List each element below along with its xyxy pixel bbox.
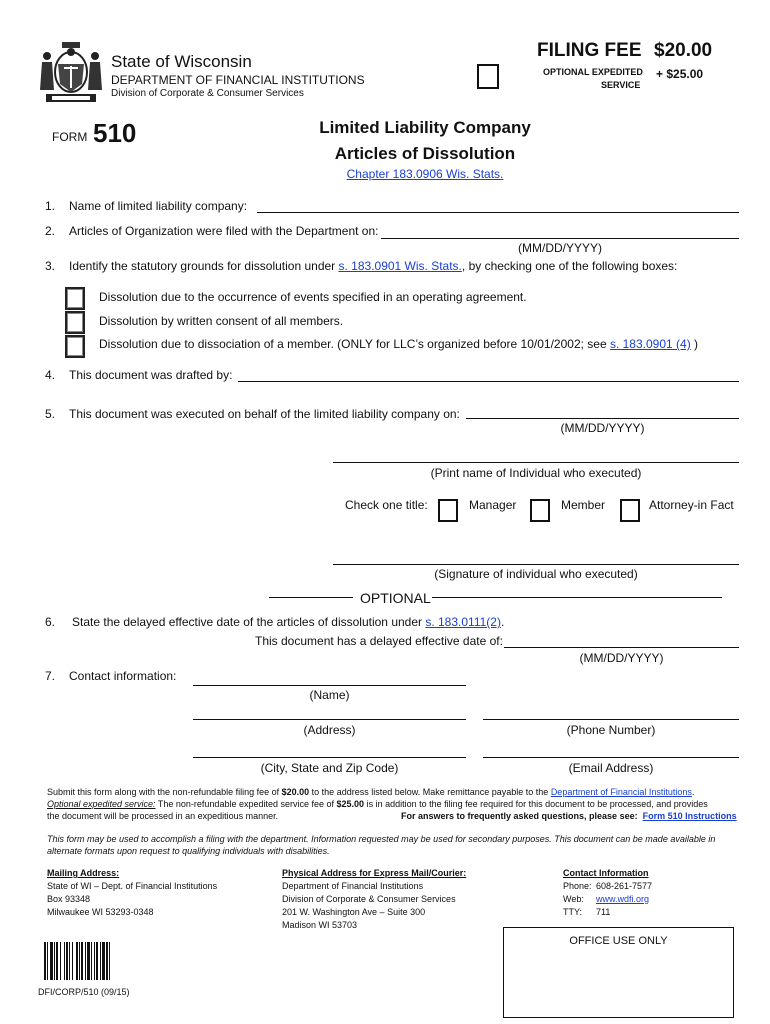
date-format-hint-5: (MM/DD/YYYY) (560, 421, 645, 435)
item-3-text (69, 259, 677, 273)
item-7-number: 7. (45, 669, 56, 683)
item-5-number: 5. (45, 407, 56, 421)
chapter-link[interactable]: Chapter 183.0906 Wis. Stats. (346, 167, 504, 181)
form-label: FORM (52, 130, 88, 144)
dfi-link[interactable]: Department of Financial Institutions (550, 787, 692, 797)
mailing-line-1: State of WI – Dept. of Financial Institutions (47, 881, 218, 891)
phone-value: 608-261-7577 (596, 881, 653, 891)
execution-date-field[interactable] (466, 418, 739, 419)
submit-fee: $20.00 (281, 787, 310, 797)
contact-name-field[interactable] (193, 685, 466, 686)
web-key: Web: (563, 894, 584, 904)
attorney-in-fact-label: Attorney-in Fact (649, 498, 734, 512)
expedited-fee: $25.00 (336, 799, 365, 809)
item-6-text (72, 615, 504, 629)
optional-divider-right (432, 597, 722, 598)
notice-text: This form may be used to accomplish a filing with the department. Information requested may be used for secondary purposes. This document can be made available in (47, 834, 716, 844)
dissolution-option-3-end: ) (690, 337, 699, 351)
signature-field[interactable] (333, 564, 739, 565)
attorney-in-fact-checkbox[interactable] (620, 499, 640, 522)
notice-text-2: alternate formats upon request to qualifying individuals with disabilities. (47, 846, 330, 856)
contact-address-label: (Address) (303, 723, 356, 737)
form-title: Limited Liability Company (319, 118, 531, 137)
office-use-label: OFFICE USE ONLY (569, 935, 668, 947)
dissolution-option-3-text (99, 337, 698, 351)
print-name-label: (Print name of Individual who executed) (430, 466, 642, 480)
dissolution-option-1-checkbox[interactable] (65, 287, 85, 310)
form-subtitle: Articles of Dissolution (334, 144, 516, 163)
state-name: State of Wisconsin (111, 52, 252, 71)
mailing-line-3: Milwaukee WI 53293-0348 (47, 907, 154, 917)
physical-line-3: 201 W. Washington Ave – Suite 300 (282, 907, 426, 917)
print-name-field[interactable] (333, 462, 739, 463)
item-6-end: . (500, 615, 505, 629)
llc-name-field[interactable] (257, 212, 739, 213)
contact-email-label: (Email Address) (568, 761, 654, 775)
delayed-date-field[interactable] (504, 647, 739, 648)
drafted-by-field[interactable] (238, 381, 739, 382)
item-1-label: Name of limited liability company: (69, 199, 248, 213)
submit-text: Submit this form along with the non-refundable filing fee of (47, 787, 282, 797)
submit-text-end: . (691, 787, 695, 797)
mailing-address-heading: Mailing Address: (47, 868, 120, 878)
optional-divider-left (269, 597, 353, 598)
item-5-label: This document was executed on behalf of the limited liability company on: (69, 407, 460, 421)
item-3-label: Identify the statutory grounds for dissolution under (69, 259, 339, 273)
contact-email-field[interactable] (483, 757, 739, 758)
submit-instructions (47, 787, 694, 797)
contact-city-field[interactable] (193, 757, 466, 758)
contact-phone-field[interactable] (483, 719, 739, 720)
statute-0111-link[interactable]: s. 183.0111(2) (425, 615, 501, 629)
faq-text (401, 811, 737, 821)
physical-line-1: Department of Financial Institutions (282, 881, 424, 891)
contact-city-label: (City, State and Zip Code) (260, 761, 399, 775)
item-2-label: Articles of Organization were filed with the Department on: (69, 224, 379, 238)
physical-address-heading: Physical Address for Express Mail/Courier: (282, 868, 467, 878)
signature-label: (Signature of individual who executed) (434, 567, 638, 581)
expedited-instructions-2: the document will be processed in an expeditious manner. (47, 811, 279, 821)
division-name: Division of Corporate & Consumer Services (111, 88, 304, 99)
expedited-service-heading: Optional expedited service: (47, 799, 156, 809)
form-number: 510 (93, 118, 137, 148)
item-4-number: 4. (45, 368, 56, 382)
physical-line-2: Division of Corporate & Consumer Services (282, 894, 456, 904)
dissolution-option-2-label: Dissolution by written consent of all members. (99, 314, 344, 328)
instructions-link[interactable]: Form 510 Instructions (642, 811, 737, 821)
web-link[interactable]: www.wdfi.org (596, 894, 650, 904)
organization-date-field[interactable] (381, 238, 739, 239)
submit-text-2: to the address listed below. Make remittance payable to the (309, 787, 551, 797)
phone-key: Phone: (563, 881, 592, 891)
contact-address-field[interactable] (193, 719, 466, 720)
item-2-number: 2. (45, 224, 56, 238)
expedited-instructions (47, 799, 708, 809)
delayed-date-label: This document has a delayed effective date of: (255, 634, 503, 648)
contact-name-label: (Name) (309, 688, 350, 702)
item-1-number: 1. (45, 199, 56, 213)
item-3-number: 3. (45, 259, 56, 273)
manager-checkbox[interactable] (438, 499, 458, 522)
check-title-label: Check one title: (345, 498, 428, 512)
date-format-hint: (MM/DD/YYYY) (518, 241, 602, 255)
faq-label: For answers to frequently asked questions, please see: (401, 811, 638, 821)
dissolution-option-3-label: Dissolution due to dissociation of a member. (ONLY for LLC’s organized before 10/01/2002; see (99, 337, 610, 351)
item-6-label: State the delayed effective date of the articles of dissolution under (72, 615, 426, 629)
expedited-service-checkbox[interactable] (477, 64, 499, 89)
tty-value: 711 (596, 907, 611, 917)
manager-label: Manager (469, 498, 517, 512)
expedited-label-2: SERVICE (601, 80, 641, 90)
dissolution-option-3-checkbox[interactable] (65, 335, 85, 358)
item-3-label-end: , by checking one of the following boxes: (461, 259, 678, 273)
optional-heading: OPTIONAL (360, 590, 431, 606)
expedited-text: The non-refundable expedited service fee of (155, 799, 337, 809)
barcode (44, 942, 142, 980)
filing-fee-label: FILING FEE (537, 40, 642, 61)
member-checkbox[interactable] (530, 499, 550, 522)
statute-link[interactable]: s. 183.0901 Wis. Stats. (338, 259, 462, 273)
expedited-label: OPTIONAL EXPEDITED (543, 67, 643, 77)
date-format-hint-6: (MM/DD/YYYY) (579, 651, 664, 665)
form-code: DFI/CORP/510 (09/15) (38, 987, 130, 997)
mailing-line-2: Box 93348 (47, 894, 91, 904)
dissolution-option-1-label: Dissolution due to the occurrence of events specified in an operating agreement. (99, 290, 527, 304)
item-4-label: This document was drafted by: (69, 368, 233, 382)
filing-fee-amount: $20.00 (654, 40, 713, 61)
expedited-amount: + $25.00 (656, 67, 704, 81)
tty-key: TTY: (563, 907, 583, 917)
department-name: DEPARTMENT OF FINANCIAL INSTITUTIONS (111, 73, 365, 87)
state-seal (36, 38, 106, 106)
member-label: Member (561, 498, 606, 512)
item-7-label: Contact information: (69, 669, 177, 683)
dissolution-option-2-checkbox[interactable] (65, 311, 85, 334)
contact-info-heading: Contact Information (563, 868, 649, 878)
expedited-text-2: is in addition to the filing fee required for this document to be processed, and provides (364, 799, 708, 809)
physical-line-4: Madison WI 53703 (282, 920, 358, 930)
statute-4-link[interactable]: s. 183.0901 (4) (609, 337, 691, 351)
contact-phone-label: (Phone Number) (566, 723, 656, 737)
item-6-number: 6. (45, 615, 56, 629)
